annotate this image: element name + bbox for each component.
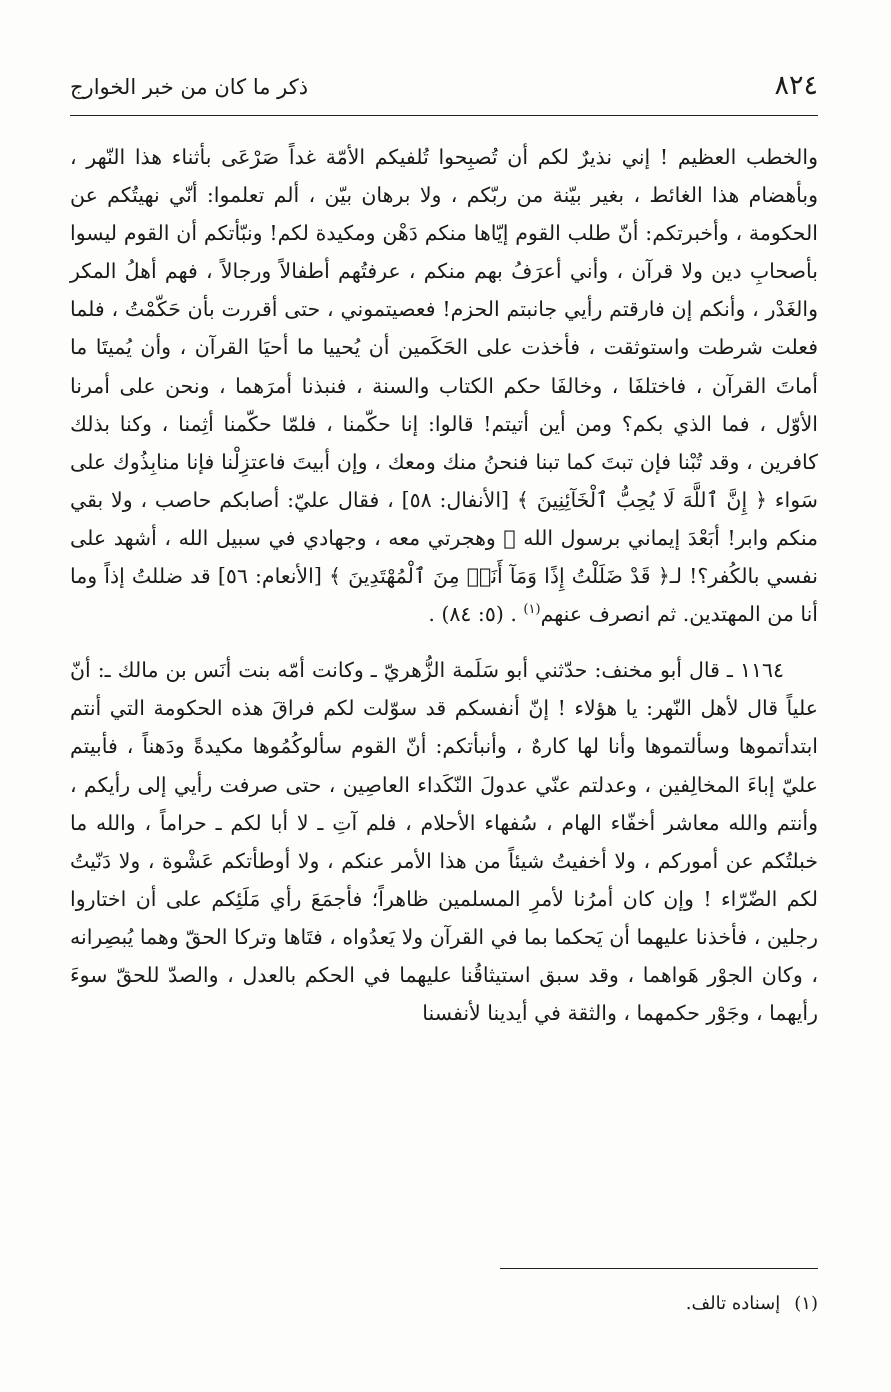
footnote-divider bbox=[500, 1268, 818, 1269]
footnote bbox=[218, 1290, 818, 1318]
footnote-marker[interactable]: (١) bbox=[523, 602, 541, 618]
paragraph-1-continued: فقال عليّ: أصابكم حاصب ، ولا بقي منكم وابر! أبَعْدَ إيماني برسول الله ﷺ وهجرتي معه ، وجهادي في سبيل الله ، أشهد على نفسي بالكُفر؟! لـ bbox=[70, 487, 818, 589]
paragraph-1-text: والخطب العظيم ! إني نذيرٌ لكم أن تُصبِحوا تُلفيكم الأمّة غداً صَرْعَى بأثناء هذا النّهر ، وبأهضام هذا الغائط ، بغير بيّنة من ربّكم ، ولا برهان بيّن ، ألم تعلموا: أنّي نهيتُكم عن الحكومة ، وأخبرتكم: أنّ طلب القوم إيّاها منكم دَهْن ومكيدة لكم! ونبّأتكم أن القوم ليسوا بأصحابِ دين ولا قرآن ، وأني أعرَفُ بهم منكم ، عرفتُهم أطفالاً ورجالاً ، فهم أهلُ المكر والغَدْر ، وأنكم إن فارقتم رأيي جانبتم الحزم! فعصيتموني ، حتى أقررت بأن حَكّمْتُ ، فلما فعلت شرطت واستوثقت ، فأخذت على الحَكَمين أن يُحييا ما أحيَا القرآن ، وأن يُميتَا ما أماتَ القرآن ، فاختلفَا ، وخالفَا حكم الكتاب والسنة ، فنبذنا أمرَهما ، ونحن على أمرنا الأوّل ، فما الذي بكم؟ ومن أين أتيتم! قالوا: إنا حكّمنا ، فلمّا حكّمنا أثِمنا ، وكنا بذلك كافرين ، وقد تُبْنا فإن تبتَ كما تبنا فنحنُ منك ومعك ، وإن أبيتَ فاعتزِلْنا فإنا منابِذُوك على سَواء bbox=[70, 145, 818, 512]
footnote-number: (١) bbox=[794, 1293, 818, 1314]
running-title: ذكر ما كان من خبر الخوارج bbox=[70, 75, 309, 99]
paragraph-2-text: ١١٦٤ ـ قال أبو مخنف: حدّثني أبو سَلَمة الزُّهريّ ـ وكانت أمّه بنت أنَس بن مالك ـ: أنّ علياً قال لأهل النّهر: يا هؤلاء ! إنّ أنفسكم قد سوّلت لكم فراقَ هذه الحكومة التي أنتم ابتدأتموها وسألتموها وأنا لها كارهٌ ، وأنبأتكم: أنّ القوم سألوكُمُوها مكيدةً ودَهناً ، فأبيتم عليّ إباءَ المخالِفين ، وعدلتم عنّي عدولَ النّكَداء العاصِين ، حتى صرفت رأيي إلى رأيكم ، وأنتم والله معاشر أخفّاء الهام ، سُفهاء الأحلام ، فلم آتِ ـ لا أبا لكم ـ حراماً ، والله ما خبلتُكم عن أموركم ، ولا أخفيتُ شيئاً من هذا الأمر عنكم ، ولا أوطأتكم عَشْوة ، ولا دَنّيتُ لكم الضّرّاء ! وإن كان أمرُنا لأمرِ المسلمين ظاهراً؛ فأجمَعَ رأي مَلَئِكم على أن اختاروا رجلين ، فأخذنا عليهما أن يَحكما بما في القرآن ولا يَعدُواه ، فتَاها وتركا الحقّ وهما يُبصِرانه ، وكان الجوْر هَواهما ، وقد سبق استيثاقُنا عليهما في الحكم بالعدل ، والصدّ للحقّ سوءَ رأيهما ، وجَوْر حكمهما ، والثقة في أيدينا لأنفسنا bbox=[70, 658, 818, 1026]
footnote-text: إسناده تالف. bbox=[685, 1293, 781, 1314]
verse-reference-2: [الأنعام: ٥٦] قد ضللتُ إذاً وما أنا من المهتدين. ثم انصرف عنهم bbox=[70, 564, 818, 627]
page-header bbox=[70, 70, 818, 101]
paragraph-2 bbox=[70, 651, 818, 1032]
page-number: ٨٢٤ bbox=[774, 70, 818, 101]
main-text bbox=[70, 138, 818, 1032]
header-divider bbox=[70, 115, 818, 116]
quran-verse-2: ﴿ قَدْ ضَلَلْتُ إِذًا وَمَآ أَنَا۠ مِنَ ٱلْمُهْتَدِينَ ﴾ bbox=[328, 564, 670, 589]
paragraph-1 bbox=[70, 138, 818, 633]
quran-verse-1: ﴿ إِنَّ ٱللَّهَ لَا يُحِبُّ ٱلْخَآئِنِينَ ﴾ bbox=[516, 487, 768, 512]
verse-reference-1: [الأنفال: ٥٨] ، bbox=[387, 487, 510, 512]
source-citation: . (٥: ٨٤) . bbox=[428, 602, 517, 627]
